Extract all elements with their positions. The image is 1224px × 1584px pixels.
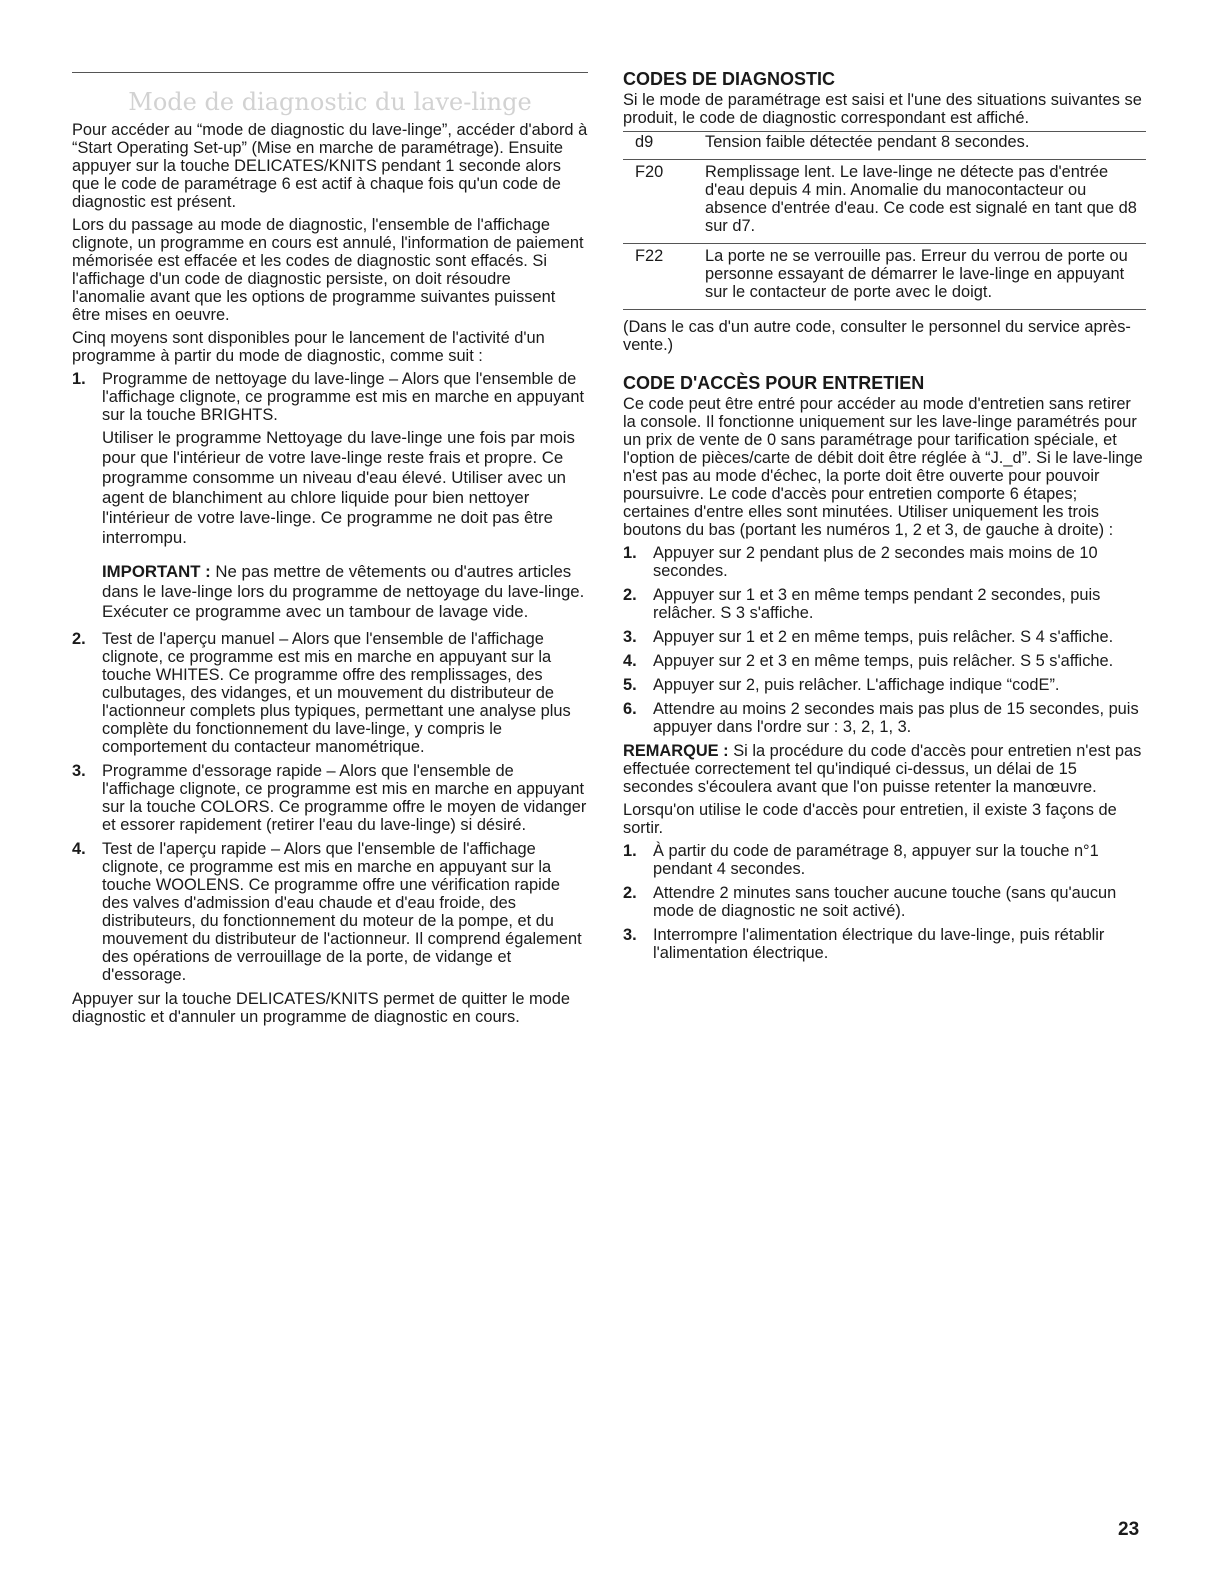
access-steps-list (623, 544, 1146, 736)
step-number: 3. (623, 926, 637, 944)
step-text: Appuyer sur 2 et 3 en même temps, puis relâcher. S 5 s'affiche. (653, 652, 1114, 670)
exit-steps-list (623, 842, 1146, 962)
step-number: 1. (623, 842, 637, 860)
step-text: Attendre au moins 2 secondes mais pas plus de 15 secondes, puis appuyer dans l'ordre sur : 3, 2, 1, 3. (653, 700, 1139, 736)
top-divider (72, 72, 588, 73)
step-number: 1. (72, 370, 86, 388)
step-number: 4. (623, 652, 637, 670)
code-cell: F22 (635, 247, 664, 265)
step-text: Attendre 2 minutes sans toucher aucune touche (sans qu'aucun mode de diagnostic ne soit activé). (653, 884, 1117, 920)
exit-intro: Lorsqu'on utilise le code d'accès pour entretien, il existe 3 façons de sortir. (623, 801, 1117, 837)
intro-paragraph: Pour accéder au “mode de diagnostic du lave-linge”, accéder d'abord à “Start Operating Set-up” (Mise en marche de paramétrage). Ensuite appuyer sur la touche DELICATES/KNITS pendant 1 seconde alors que le code de paramétrage 6 est actif à chaque fois qu'un code de diagnostic est présent. (72, 121, 588, 211)
step-number: 5. (623, 676, 637, 694)
step-number: 1. (623, 544, 637, 562)
step-number: 2. (623, 586, 637, 604)
step-text: À partir du code de paramétrage 8, appuyer sur la touche n°1 pendant 4 secondes. (653, 842, 1099, 878)
step-number: 6. (623, 700, 637, 718)
table-row (623, 160, 1146, 244)
methods-paragraph: Cinq moyens sont disponibles pour le lancement de l'activité d'un programme à partir du mode de diagnostic, comme suit : (72, 329, 545, 365)
access-intro: Ce code peut être entré pour accéder au mode d'entretien sans retirer la console. Il fonctionne uniquement sur les lave-linge paramétrés pour un prix de vente de 0 sans paramétrage pour tarification spéciale, et l'option de pièces/carte de débit doit être réglée à “J._d”. Si le lave-linge n'est pas au mode d'échec, la porte doit être ouverte pour pouvoir poursuivre. Le code d'accès pour entretien comporte 6 étapes; certaines d'entre elles sont minutées. Utiliser uniquement les trois boutons du bas (portant les numéros 1, 2 et 3, de gauche à droite) : (623, 395, 1143, 539)
codes-intro: Si le mode de paramétrage est saisi et l'une des situations suivantes se produit, le code de diagnostic correspondant est affiché. (623, 91, 1142, 127)
step1-note: Utiliser le programme Nettoyage du lave-linge une fois par mois pour que l'intérieur de votre lave-linge reste frais et propre. Ce programme consomme un niveau d'eau élevé. Utiliser avec un agent de blanchiment au chlore liquide pour bien nettoyer l'intérieur de votre lave-linge. Ce programme ne doit pas être interrompu. (102, 428, 575, 547)
list-item (623, 842, 1146, 878)
table-row (623, 244, 1146, 310)
diagnostic-mode-paragraph: Lors du passage au mode de diagnostic, l'ensemble de l'affichage clignote, un programme en cours est annulé, l'information de paiement mémorisée est effacée et les codes de diagnostic sont effacés. Si l'affichage d'un code de diagnostic persiste, on doit résoudre l'anomalie avant que les options de programme suivantes puissent être mises en oeuvre. (72, 216, 584, 324)
step-number: 2. (623, 884, 637, 902)
access-heading: CODE D'ACCÈS POUR ENTRETIEN (623, 373, 925, 393)
step-text: Programme d'essorage rapide – Alors que l'ensemble de l'affichage clignote, ce programme est mis en marche en appuyant sur la touche COLORS. Ce programme offre le moyen de vidanger et essorer rapidement (retirer l'eau du lave-linge) si désiré. (102, 762, 587, 834)
list-item (72, 370, 588, 622)
left-column (72, 72, 588, 1031)
page-number: 23 (1118, 1519, 1140, 1540)
step-number: 4. (72, 840, 86, 858)
codes-heading: CODES DE DIAGNOSTIC (623, 69, 836, 89)
code-cell: F20 (635, 163, 664, 181)
list-item (72, 630, 588, 756)
description-cell: Remplissage lent. Le lave-linge ne détecte pas d'entrée d'eau depuis 4 min. Anomalie du manocontacteur ou absence d'entrée d'eau. Ce code est signalé en tant que d8 sur d7. (705, 163, 1137, 235)
step-text: Test de l'aperçu manuel – Alors que l'ensemble de l'affichage clignote, ce programme est mis en marche en appuyant sur la touche WHITES. Ce programme offre des remplissages, des culbutages, des vidanges, et un mouvement du distributeur de l'actionneur complets plus typiques, permettant une analyse plus complète du fonctionnement du lave-linge, y compris le comportement du contacteur manométrique. (102, 630, 571, 756)
step-text: Appuyer sur 2 pendant plus de 2 secondes mais moins de 10 secondes. (653, 544, 1098, 580)
step-text: Interrompre l'alimentation électrique du lave-linge, puis rétablir l'alimentation électrique. (653, 926, 1105, 962)
important-text: Ne pas mettre de vêtements ou d'autres articles dans le lave-linge lors du programme de nettoyage du lave-linge. Exécuter ce programme avec un tambour de lavage vide. (102, 562, 585, 621)
codes-note: (Dans le cas d'un autre code, consulter le personnel du service après-vente.) (623, 318, 1131, 354)
section-title: Mode de diagnostic du lave-linge (128, 88, 532, 116)
list-item (623, 926, 1146, 962)
list-item (72, 762, 588, 834)
step1-important (102, 562, 588, 622)
list-item (72, 840, 588, 984)
list-item (623, 884, 1146, 920)
step-text: Appuyer sur 1 et 2 en même temps, puis relâcher. S 4 s'affiche. (653, 628, 1114, 646)
right-column (623, 68, 1146, 968)
list-item (623, 586, 1146, 622)
step-number: 3. (623, 628, 637, 646)
description-cell: La porte ne se verrouille pas. Erreur du verrou de porte ou personne essayant de démarrer le lave-linge en appuyant sur le contacteur de porte avec le doigt. (705, 247, 1128, 301)
remark-text: Si la procédure du code d'accès pour entretien n'est pas effectuée correctement tel qu'indiqué ci-dessus, un délai de 15 secondes s'écoulera avant que l'on puisse retenter la manœuvre. (623, 742, 1142, 796)
remark-paragraph (623, 742, 1146, 796)
diagnostic-steps-list (72, 370, 588, 984)
step-text: Appuyer sur 2, puis relâcher. L'affichage indique “codE”. (653, 676, 1060, 694)
list-item (623, 700, 1146, 736)
list-item (623, 628, 1146, 646)
table-row (623, 132, 1146, 160)
list-item (623, 676, 1146, 694)
important-label: IMPORTANT : (102, 562, 211, 581)
remark-label: REMARQUE : (623, 742, 729, 760)
step-text: Appuyer sur 1 et 3 en même temps pendant 2 secondes, puis relâcher. S 3 s'affiche. (653, 586, 1101, 622)
list-item (623, 544, 1146, 580)
step-text: Test de l'aperçu rapide – Alors que l'ensemble de l'affichage clignote, ce programme est mis en marche en appuyant sur la touche WOOLENS. Ce programme offre une vérification rapide des valves d'admission d'eau chaude et d'eau froide, des distributeurs, du fonctionnement du moteur de la pompe, et du mouvement du distributeur de l'actionneur. Il comprend également des opérations de verrouillage de la porte, de vidange et d'essorage. (102, 840, 582, 984)
step-number: 3. (72, 762, 86, 780)
step-number: 2. (72, 630, 86, 648)
exit-paragraph: Appuyer sur la touche DELICATES/KNITS permet de quitter le mode diagnostic et d'annuler un programme de diagnostic en cours. (72, 990, 571, 1026)
description-cell: Tension faible détectée pendant 8 secondes. (705, 133, 1030, 151)
code-cell: d9 (635, 133, 654, 151)
list-item (623, 652, 1146, 670)
step-text: Programme de nettoyage du lave-linge – Alors que l'ensemble de l'affichage clignote, ce programme est mis en marche en appuyant sur la touche BRIGHTS. (102, 370, 585, 424)
diagnostic-codes-table (623, 131, 1146, 310)
